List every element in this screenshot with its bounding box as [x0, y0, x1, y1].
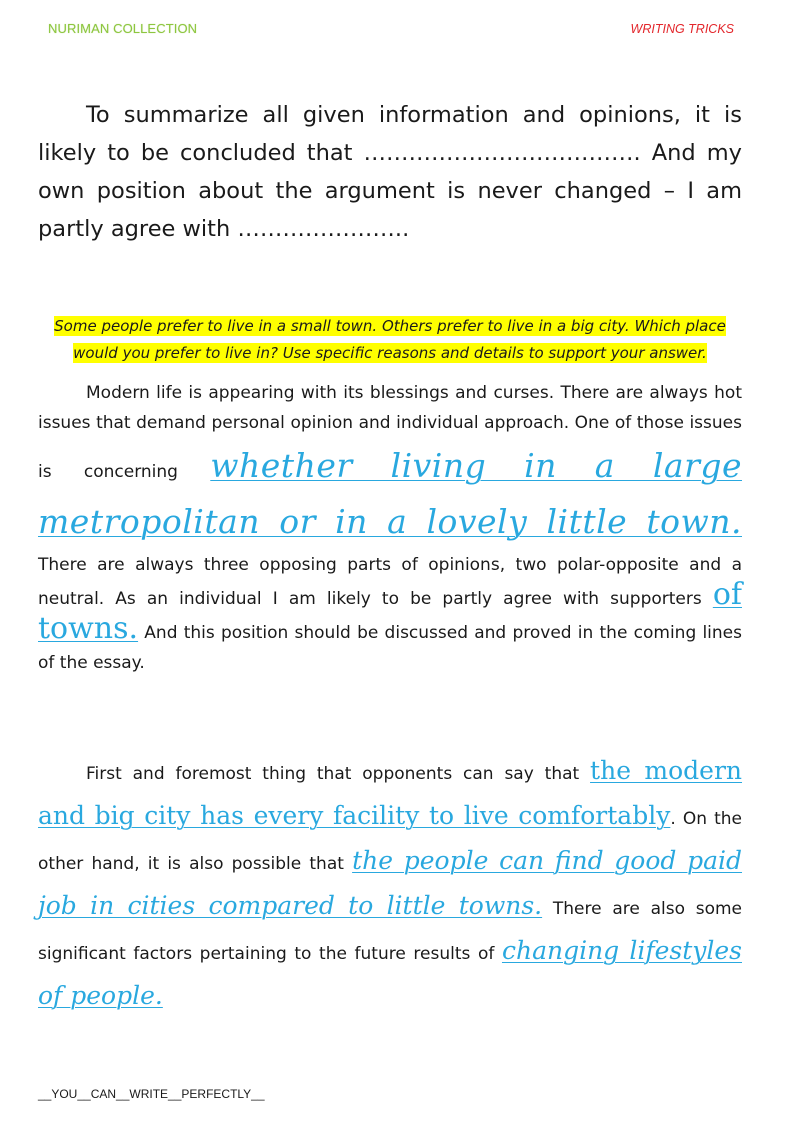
paragraph-1-text-a: Modern life is appearing with its blessings and curses. There are always hot issues that demand personal opinion and individual approach. One of those issues is concerning: [38, 383, 742, 482]
paragraph-2-highlight-b: the people can find good paid job in cities compared to little towns.: [38, 846, 743, 920]
paragraph-2-highlight-a: the modern and big city has every facility to live comfortably: [38, 756, 743, 830]
brand-name: NURIMAN COLLECTION: [48, 21, 198, 36]
paragraph-2-text-a: First and foremost thing that opponents can say that: [86, 764, 580, 784]
intro-text: To summarize all given information and opinions, it is likely to be concluded that ………………………………. And my own position about the argument is never changed – I am partly agree with …………………..: [38, 102, 742, 242]
intro-paragraph: [38, 96, 742, 248]
paragraph-2: [38, 750, 742, 1020]
paragraph-2-text-c: There are also some significant factors pertaining to the future results of: [38, 899, 742, 964]
paragraph-1-text-b: There are always three opposing parts of opinions, two polar-opposite and a neutral. As an individual I am likely to be partly agree with supporters: [38, 555, 742, 609]
essay-prompt: [38, 313, 742, 367]
footer-slogan: __YOU__CAN__WRITE__PERFECTLY__: [38, 1087, 265, 1101]
paragraph-2-text-b: . On the other hand, it is also possible that: [38, 809, 742, 874]
paragraph-1-highlight-a: whether living in a large metropolitan or in a lovely little town.: [38, 446, 742, 541]
paragraph-1-text-c: And this position should be discussed and proved in the coming lines of the essay.: [38, 623, 742, 673]
paragraph-2-highlight-c: changing lifestyles of people.: [38, 936, 742, 1010]
essay-prompt-text: Some people prefer to live in a small town. Others prefer to live in a big city. Which place would you prefer to live in? Use specific reasons and details to support your answer.: [54, 317, 726, 362]
paragraph-1-highlight-b: of towns.: [38, 577, 742, 646]
paragraph-1: [38, 378, 742, 678]
document-title: WRITING TRICKS: [630, 22, 734, 36]
